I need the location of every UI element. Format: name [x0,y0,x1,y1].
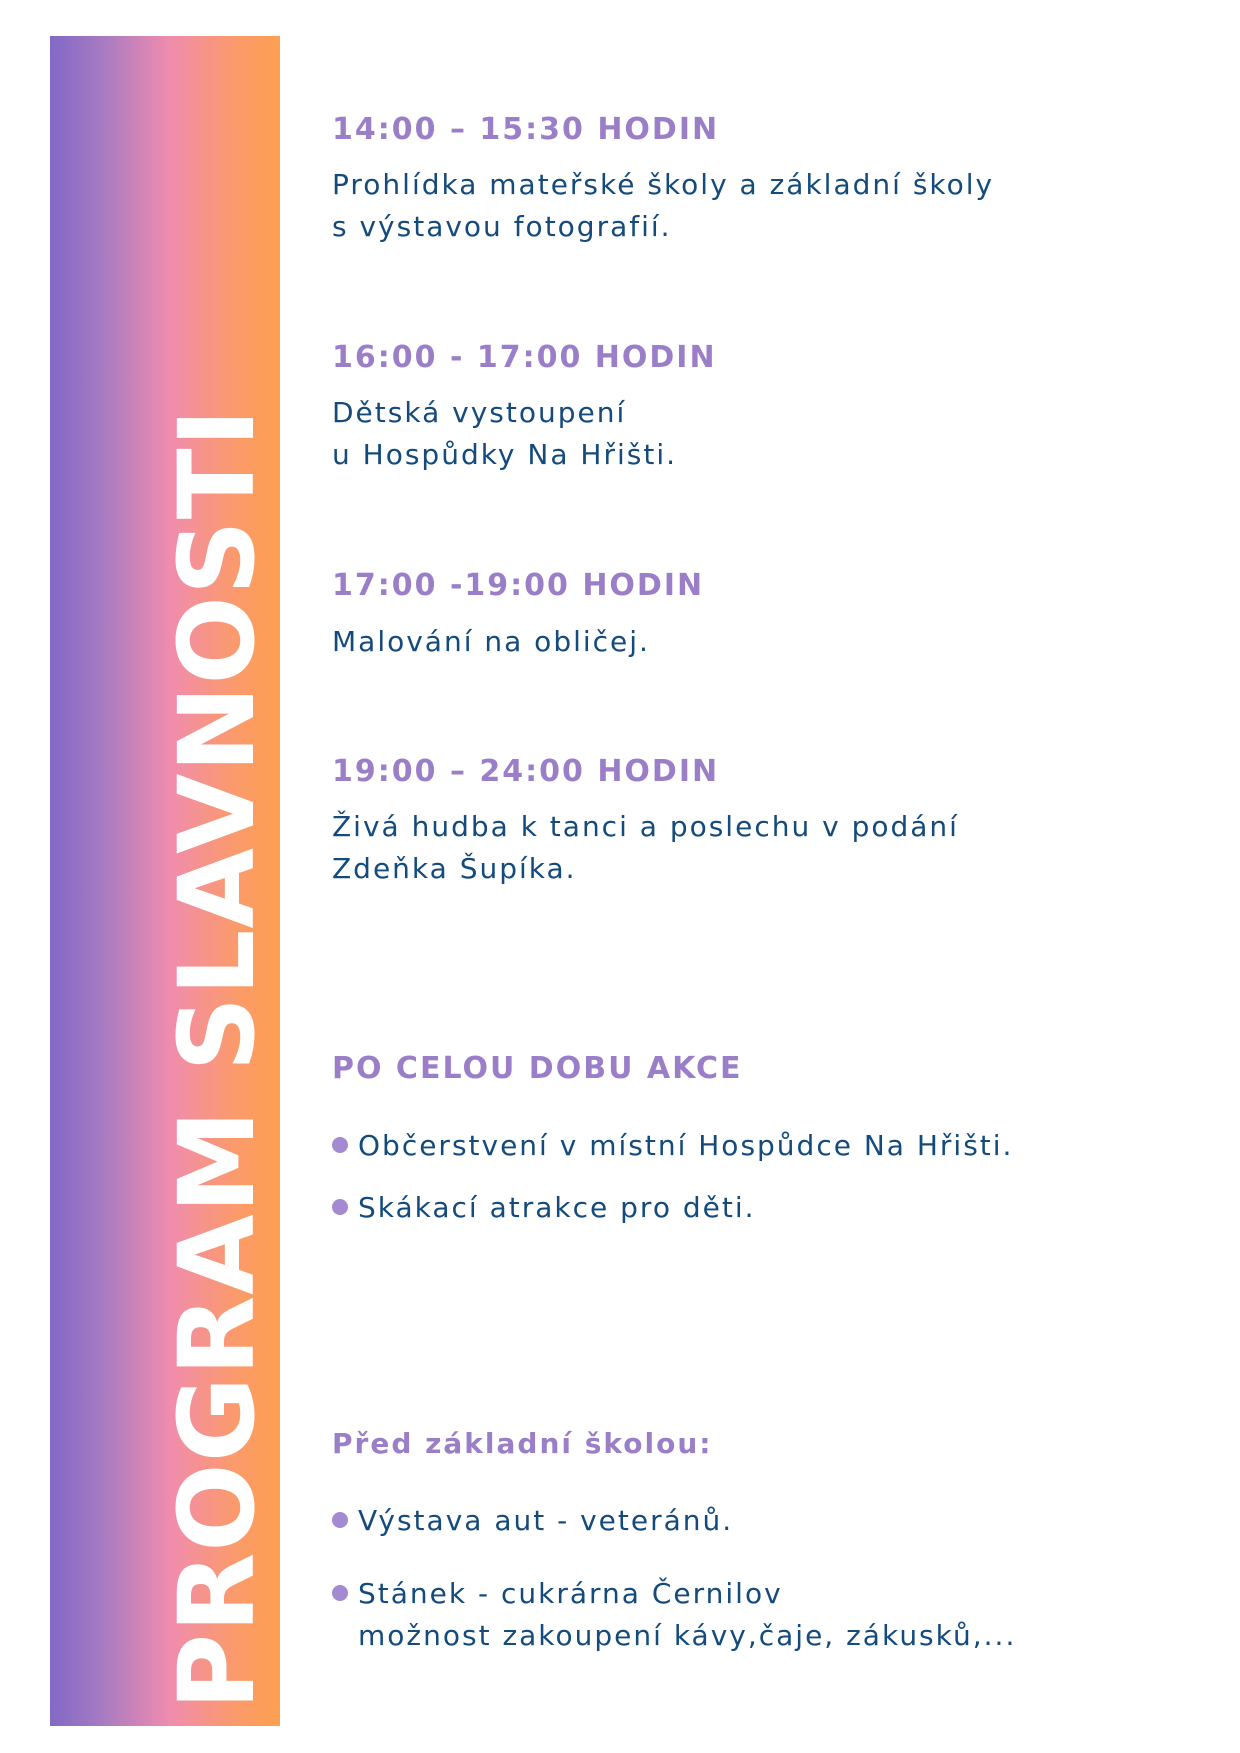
schedule-desc-2 [332,392,677,476]
bullet-icon [332,1512,348,1528]
schedule-desc-line: Prohlídka mateřské školy a základní školy [332,168,995,201]
schedule-time-3: 17:00 -19:00 HODIN [332,568,705,603]
schedule-desc-line: Zdeňka Šupíka. [332,852,577,885]
list-item-line: možnost zakoupení kávy,čaje, zákusků,... [358,1619,1017,1652]
schedule-desc-line: Malování na obličej. [332,625,650,658]
schedule-desc-line: s výstavou fotografií. [332,210,672,243]
page-title: PROGRAM SLAVNOSTI [156,407,278,1710]
list-item-text [358,1500,733,1542]
schedule-desc-line: Dětská vystoupení [332,396,627,429]
bullet-icon [332,1585,348,1601]
schedule-time-1: 14:00 – 15:30 HODIN [332,112,720,147]
schedule-desc-line: u Hospůdky Na Hřišti. [332,438,677,471]
bullet-icon [332,1199,348,1215]
schedule-desc-3 [332,621,650,663]
all-day-heading: PO CELOU DOBU AKCE [332,1051,743,1086]
school-heading: Před základní školou: [332,1427,713,1460]
list-item-text [358,1573,1016,1657]
list-item-text: Skákací atrakce pro děti. [358,1191,756,1224]
list-item-line: Stánek - cukrárna Černilov [358,1577,783,1610]
schedule-time-4: 19:00 – 24:00 HODIN [332,754,720,789]
list-item-line: Výstava aut - veteránů. [358,1504,734,1537]
list-item-text: Občerstvení v místní Hospůdce Na Hřišti. [358,1129,1014,1162]
bullet-icon [332,1137,348,1153]
schedule-desc-line: Živá hudba k tanci a poslechu v podání [332,810,959,843]
schedule-desc-4 [332,806,959,890]
schedule-desc-1 [332,164,994,248]
schedule-time-2: 16:00 - 17:00 HODIN [332,340,717,375]
